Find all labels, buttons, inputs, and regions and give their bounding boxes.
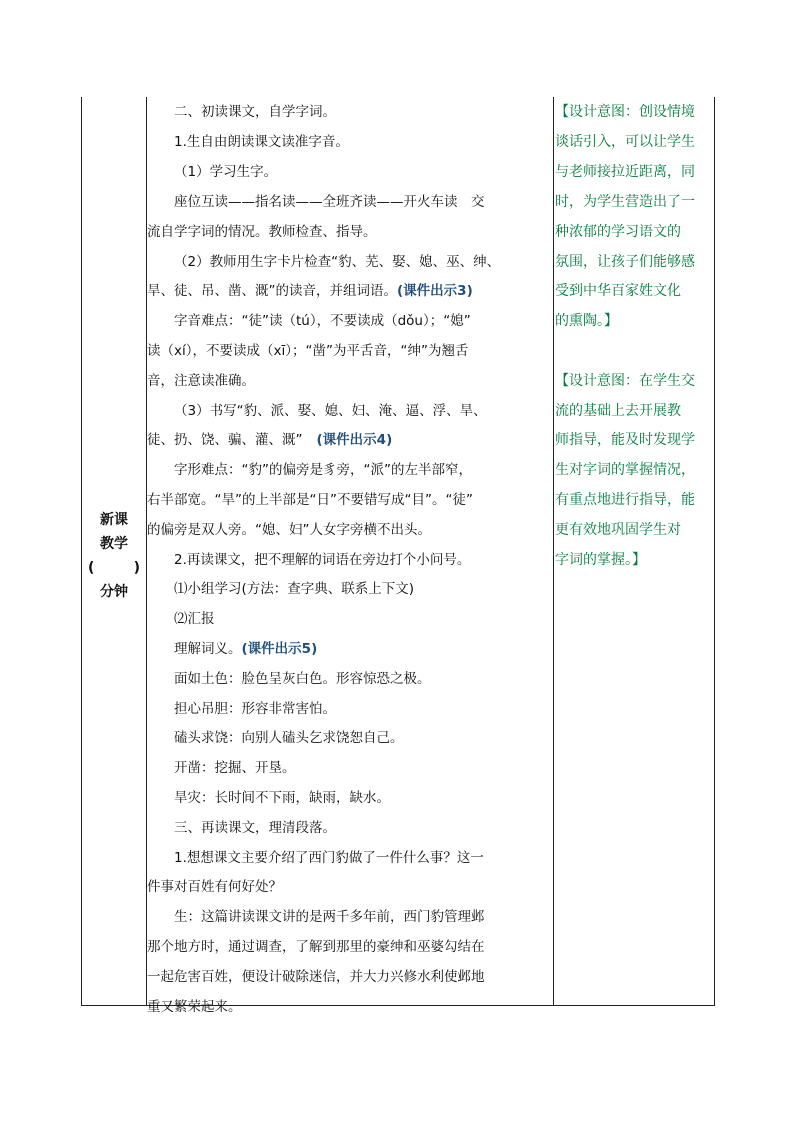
- content-line: 重又繁荣起来。: [147, 999, 242, 1015]
- content-line: 开凿：挖掘、开垦。: [174, 760, 296, 776]
- content-line: 担心吊胆：形容非常害怕。: [174, 701, 336, 717]
- table-border-col2: [553, 97, 554, 1006]
- content-line: 旱灾：长时间不下雨，缺雨，缺水。: [174, 790, 390, 806]
- content-line: ⑴小组学习(方法：查字典、联系上下文): [174, 581, 415, 597]
- design-note-line: 更有效地巩固学生对: [555, 522, 681, 538]
- courseware-4: (课件出示4): [316, 432, 393, 448]
- design-note-line: 谈话引入，可以让学生: [555, 134, 695, 150]
- courseware-3: (课件出示3): [397, 283, 473, 299]
- content-line: 座位互读——指名读——全班齐读——开火车读 交: [174, 194, 485, 210]
- section-label-line1: 新课: [100, 512, 128, 528]
- design-note-line: 受到中华百家姓文化: [555, 283, 681, 299]
- content-line: 磕头求饶：向别人磕头乞求饶恕自己。: [174, 730, 404, 746]
- design-note-line: 生对字词的掌握情况，: [555, 462, 695, 478]
- content-line: 字形难点：“豹”的偏旁是豸旁，“派”的左半部窄，: [174, 462, 472, 478]
- design-note-line: 的熏陶。】: [555, 313, 618, 329]
- design-note-line: 时，为学生营造出了一: [555, 194, 695, 210]
- content-line: 生：这篇讲读课文讲的是两千多年前，西门豹管理邺: [174, 909, 485, 925]
- content-line: 二、初读课文，自学字词。: [174, 104, 336, 120]
- content-text: 旱、徒、吊、凿、溉”的读音，并组词语。: [147, 283, 397, 299]
- content-line: （2）教师用生字卡片检查“豹、芜、娶、媳、巫、绅、: [174, 254, 501, 270]
- content-line: 1.想想课文主要介绍了西门豹做了一件什么事？这一: [174, 850, 484, 866]
- content-line: 1.生自由朗读课文读准字音。: [174, 134, 349, 150]
- design-note-line: 有重点地进行指导，能: [555, 492, 695, 508]
- design-note-line: 字词的掌握。】: [555, 552, 646, 568]
- design-note-line: 【设计意图：创设情境: [555, 104, 695, 120]
- paren-close: ): [133, 560, 140, 576]
- content-line-with-courseware: [147, 281, 549, 301]
- content-line: 的偏旁是双人旁。“媳、妇”人女字旁横不出头。: [147, 522, 431, 538]
- design-note-line: 氛围，让孩子们能够感: [555, 254, 695, 270]
- section-label-paren: [82, 556, 146, 580]
- content-line: 一起危害百姓，便设计破除迷信，并大力兴修水利使邺地: [147, 969, 485, 985]
- content-line: 右半部宽。“旱”的上半部是“日”不要错写成“目”。“徒”: [147, 492, 473, 508]
- section-label-line4: 分钟: [100, 584, 128, 600]
- content-line: 件事对百姓有何好处？: [147, 879, 282, 895]
- design-note-line: 与老师接拉近距离，同: [555, 164, 695, 180]
- design-note-line: 师指导，能及时发现学: [555, 432, 695, 448]
- content-line: 面如土色：脸色呈灰白色。形容惊恐之极。: [174, 671, 431, 687]
- design-note-line: 流的基础上去开展教: [555, 403, 681, 419]
- design-note-line: 【设计意图：在学生交: [555, 373, 695, 389]
- content-line: 音，注意读准确。: [147, 373, 255, 389]
- content-line: ⑵汇报: [174, 611, 215, 627]
- content-line: 字音难点：“徒”读（tú），不要读成（dǒu）；“媳”: [174, 313, 471, 329]
- section-label-line2: 教学: [100, 536, 128, 552]
- design-note-line: 种浓郁的学习语文的: [555, 224, 681, 240]
- content-text: 理解词义。: [174, 641, 242, 657]
- content-line: 三、再读课文，理清段落。: [174, 820, 336, 836]
- content-line: （1）学习生字。: [174, 164, 278, 180]
- content-line: 读（xí），不要读成（xī）；“凿”为平舌音，“绅”为翘舌: [147, 343, 469, 359]
- content-line-with-courseware: [147, 430, 549, 450]
- courseware-5: (课件出示5): [241, 641, 318, 657]
- section-label: [82, 508, 146, 604]
- content-line: （3）书写“豹、派、娶、媳、妇、淹、逼、浮、旱、: [174, 403, 487, 419]
- content-line-with-courseware: [147, 639, 549, 659]
- content-line: 2.再读课文，把不理解的词语在旁边打个小问号。: [174, 552, 471, 568]
- content-line: 流自学字词的情况。教师检查、指导。: [147, 224, 377, 240]
- paren-open: (: [88, 560, 95, 576]
- content-text: 徒、扔、饶、骗、灌、溉”: [147, 432, 303, 448]
- content-line: 那个地方时，通过调查，了解到那里的豪绅和巫婆勾结在: [147, 939, 485, 955]
